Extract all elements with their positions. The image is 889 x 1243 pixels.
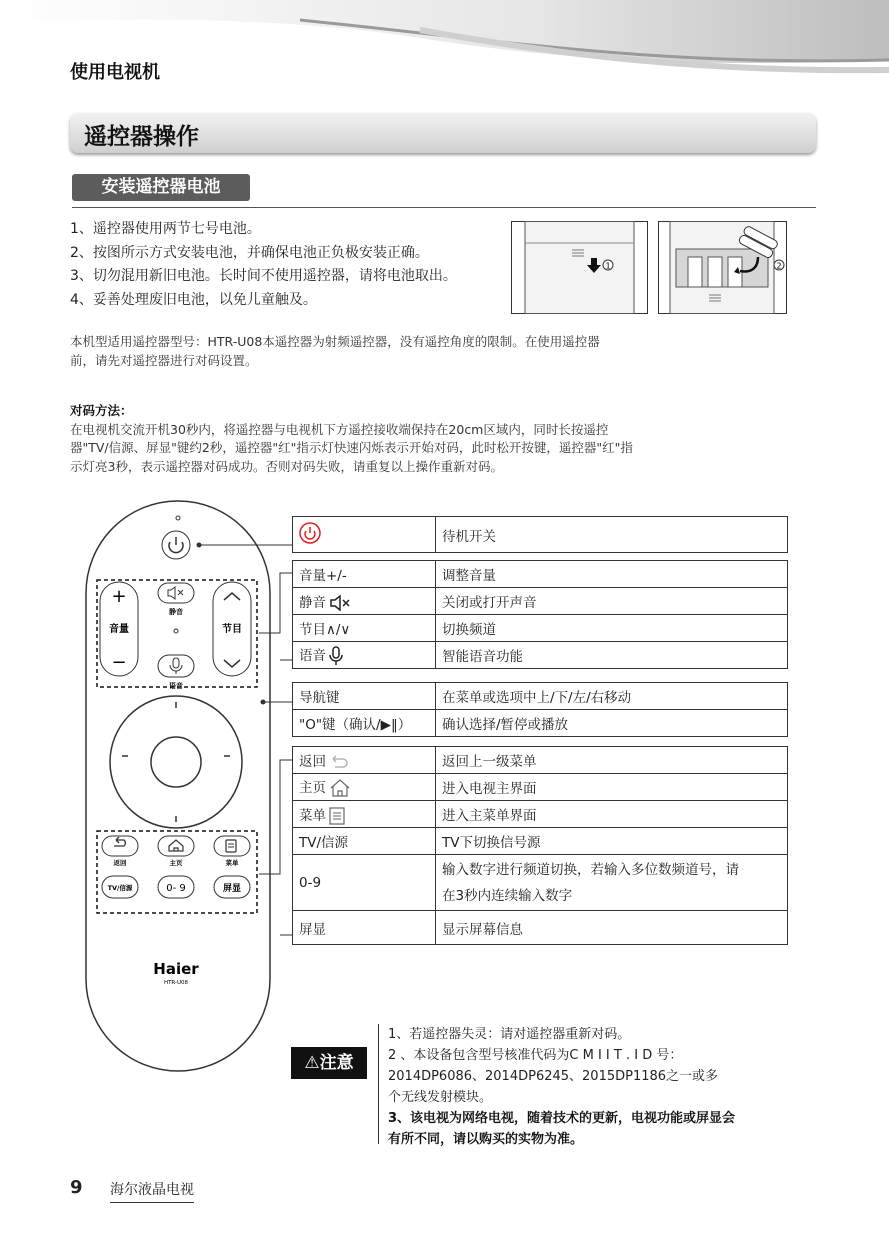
power-icon bbox=[299, 522, 321, 544]
note-divider bbox=[378, 1024, 379, 1144]
paragraph-line: 本机型适用遥控器型号：HTR-U08本遥控器为射频遥控器，没有遥控角度的限制。在使用遥控器 bbox=[70, 334, 600, 349]
table-cell: 静音 bbox=[299, 595, 326, 611]
paragraph-line: 示灯亮3秒，表示遥控器对码成功。否则对码失败，请重复以上操作重新对码。 bbox=[70, 458, 503, 474]
remote-illustration bbox=[85, 500, 271, 1072]
note-line: 2 、本设备包含型号核准代码为C M I I T . I D 号： bbox=[388, 1048, 683, 1063]
table-row bbox=[293, 828, 788, 855]
vol-label: 音量 bbox=[109, 624, 129, 635]
table-row bbox=[293, 683, 788, 710]
step-item: 2、按图所示方式安装电池，并确保电池正负极安装正确。 bbox=[70, 244, 429, 261]
table-cell: 确认选择/暂停或播放 bbox=[436, 710, 788, 737]
notes-list bbox=[388, 1024, 783, 1150]
note-line: 有所不同，请以购买的实物为准。 bbox=[388, 1132, 584, 1147]
step-item: 4、妥善处理废旧电池，以免儿童触及。 bbox=[70, 291, 317, 308]
table-row bbox=[293, 774, 788, 801]
table-cell: TV下切换信号源 bbox=[436, 828, 788, 855]
menu-label: 菜单 bbox=[225, 859, 239, 867]
subsection-divider bbox=[72, 207, 816, 208]
table-cell: 智能语音功能 bbox=[436, 642, 788, 669]
table-row bbox=[293, 642, 788, 669]
table-row bbox=[293, 747, 788, 774]
note-line: 个无线发射模块。 bbox=[388, 1090, 493, 1105]
vol-minus: − bbox=[111, 652, 127, 673]
voice-button-icon bbox=[158, 655, 194, 677]
table-row bbox=[293, 517, 788, 553]
subsection-title: 安装遥控器电池 bbox=[72, 174, 250, 201]
section-title: 遥控器操作 bbox=[84, 124, 199, 150]
figure-mark-1: 1 bbox=[605, 261, 611, 271]
table-cell: 0-9 bbox=[293, 855, 436, 911]
battery-cover-figure bbox=[511, 221, 648, 314]
mute-label: 静音 bbox=[169, 608, 183, 616]
note-line: 1、若遥控器失灵：请对遥控器重新对码。 bbox=[388, 1027, 631, 1042]
table-cell: 显示屏幕信息 bbox=[436, 911, 788, 945]
home-icon bbox=[329, 778, 351, 798]
table-cell: 关闭或打开声音 bbox=[436, 588, 788, 615]
table-row bbox=[293, 615, 788, 642]
table-cell: 节目∧/∨ bbox=[293, 615, 436, 642]
chapter-title: 使用电视机 bbox=[70, 62, 160, 83]
remote-model: HTR-U08 bbox=[163, 980, 189, 986]
ok-button bbox=[151, 737, 201, 787]
table-row bbox=[293, 710, 788, 737]
table-cell: 返回 bbox=[299, 754, 326, 770]
table-cell: 屏显 bbox=[293, 911, 436, 945]
digits-label: 0- 9 bbox=[166, 883, 186, 894]
paragraph-line: 器"TV/信源、屏显"键约2秒，遥控器"红"指示灯快速闪烁表示开始对码，此时松开按键，遥控器"红"指 bbox=[70, 440, 633, 455]
home-button-icon bbox=[158, 836, 194, 856]
table-cell: 在菜单或选项中上/下/左/右移动 bbox=[436, 683, 788, 710]
table-cell: 菜单 bbox=[299, 807, 326, 824]
note-line: 2014DP6086、2014DP6245、2015DP1186之一或多 bbox=[388, 1069, 719, 1084]
mute-button-icon bbox=[158, 583, 194, 603]
table-cell: 返回上一级菜单 bbox=[436, 747, 788, 774]
function-table bbox=[292, 746, 788, 945]
table-cell: 待机开关 bbox=[436, 517, 788, 553]
paragraph-line: 在电视机交流开机30秒内，将遥控器与电视机下方遥控接收端保持在20cm区域内，同时长按遥控 bbox=[70, 421, 609, 437]
back-icon bbox=[329, 755, 349, 769]
note-line: 3、该电视为网络电视，随着技术的更新，电视功能或屏显会 bbox=[388, 1111, 736, 1126]
table-cell: 调整音量 bbox=[436, 561, 788, 588]
power-button-icon bbox=[162, 531, 190, 559]
table-row bbox=[293, 911, 788, 945]
menu-button-icon bbox=[214, 836, 250, 856]
ch-label: 节目 bbox=[222, 624, 242, 635]
menu-icon bbox=[329, 807, 345, 825]
note-label: ⚠注意 bbox=[291, 1047, 367, 1079]
brand-logo: Haier bbox=[153, 960, 199, 978]
mute-icon bbox=[329, 595, 351, 611]
osd-label: 屏显 bbox=[222, 884, 242, 894]
figure-mark-2: 2 bbox=[776, 261, 782, 271]
table-cell: 语音 bbox=[299, 648, 326, 664]
table-row bbox=[293, 588, 788, 615]
page-footer-brand: 海尔液晶电视 bbox=[110, 1179, 194, 1203]
home-label: 主页 bbox=[169, 859, 183, 867]
step-item: 3、切勿混用新旧电池。长时间不使用遥控器，请将电池取出。 bbox=[70, 268, 457, 284]
pairing-heading: 对码方法： bbox=[70, 403, 133, 418]
table-cell: 主页 bbox=[299, 780, 326, 796]
voice-label: 语音 bbox=[169, 682, 183, 690]
back-label: 返回 bbox=[113, 859, 127, 867]
table-row bbox=[293, 855, 788, 911]
table-cell: "O"键（确认/▶‖） bbox=[293, 710, 436, 737]
battery-insert-figure bbox=[658, 221, 787, 314]
navigation-table bbox=[292, 682, 788, 737]
table-cell: 进入主菜单界面 bbox=[436, 801, 788, 828]
table-cell: 切换频道 bbox=[436, 615, 788, 642]
pairing-paragraph bbox=[70, 402, 750, 476]
page-number: 9 bbox=[70, 1177, 83, 1198]
back-button-icon bbox=[102, 836, 138, 856]
table-row bbox=[293, 561, 788, 588]
table-cell: TV/信源 bbox=[293, 828, 436, 855]
model-paragraph bbox=[70, 333, 750, 370]
table-cell: 输入数字进行频道切换，若输入多位数频道号，请 bbox=[442, 861, 739, 878]
table-cell: 导航键 bbox=[293, 683, 436, 710]
table-cell: 在3秒内连续输入数字 bbox=[442, 887, 573, 904]
table-cell: 音量+/- bbox=[293, 561, 436, 588]
step-item: 1、遥控器使用两节七号电池。 bbox=[70, 221, 261, 237]
battery-steps bbox=[70, 218, 457, 312]
tv-label: TV/信源 bbox=[107, 884, 133, 892]
microphone-icon bbox=[329, 646, 343, 666]
power-table bbox=[292, 516, 788, 553]
volume-channel-table bbox=[292, 560, 788, 669]
paragraph-line: 前，请先对遥控器进行对码设置。 bbox=[70, 352, 258, 368]
vol-plus: + bbox=[111, 586, 127, 607]
table-cell: 进入电视主界面 bbox=[436, 774, 788, 801]
table-row bbox=[293, 801, 788, 828]
